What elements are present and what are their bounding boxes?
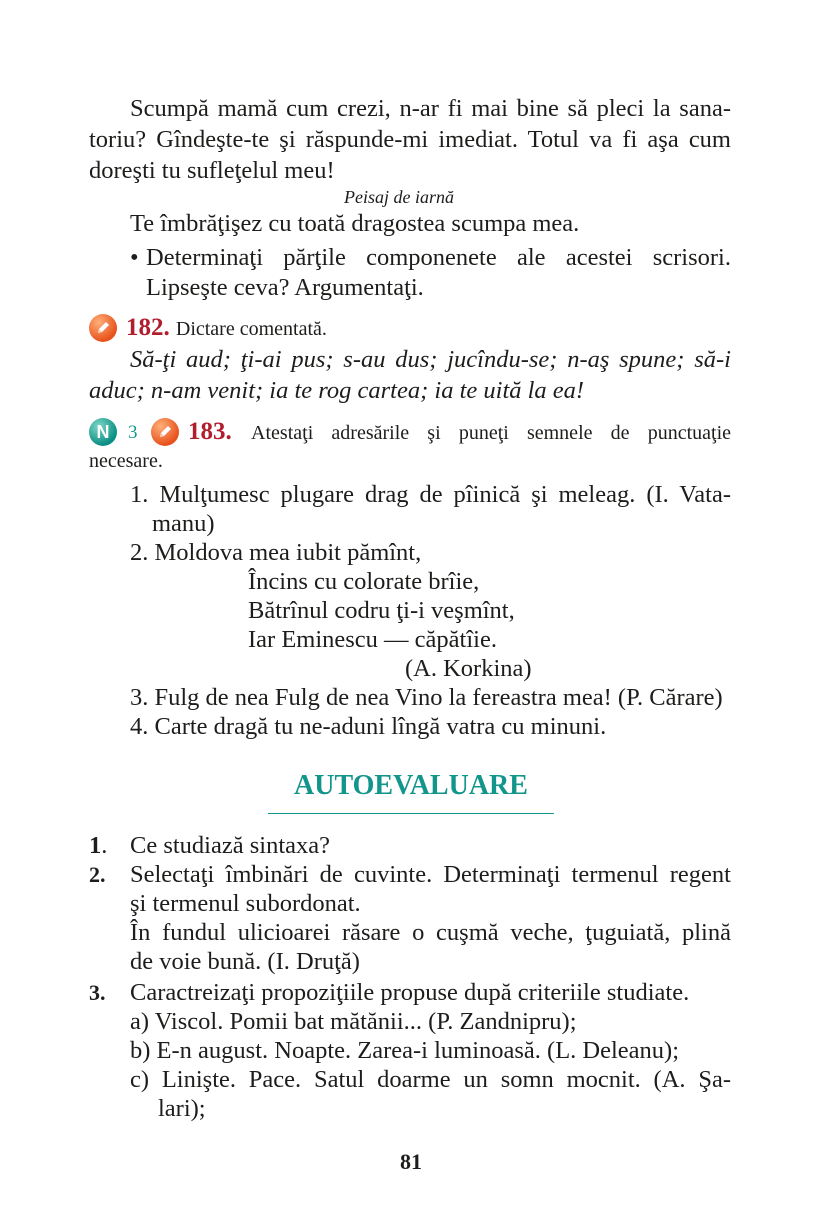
question-2-number: 2.: [89, 862, 106, 887]
question-3-item-c: c) Linişte. Pace. Satul doarme un somn mocnit. (A. Şa-: [130, 1066, 731, 1093]
letter-closing: Te îmbrăţişez cu toată dragostea scumpa mea.: [130, 210, 580, 237]
page-number: 81: [400, 1149, 422, 1174]
q-dot: .: [101, 832, 108, 859]
question-3-item-a: a) Viscol. Pomii bat mătănii... (P. Zandnipru);: [130, 1008, 577, 1035]
letter-signature: Peisaj de iarnă: [344, 187, 454, 207]
ex183-item-1: 1. Mulţumesc plugare drag de pîinică şi meleag. (I. Vata-: [130, 481, 731, 508]
question-1-text: Ce studiază sintaxa?: [130, 832, 331, 859]
task-line-1: Determinaţi părţile componenete ale acestei scrisori.: [146, 244, 731, 271]
exercise-title: Dictare comentată.: [175, 318, 327, 340]
question-3-item-b: b) E-n august. Noapte. Zarea-i luminoasă. (L. Deleanu);: [130, 1037, 680, 1064]
letter-line-1: Scumpă mamă cum crezi, n-ar fi mai bine să pleci la sana-: [130, 95, 731, 122]
exercise-number: 183.: [188, 418, 232, 445]
question-3-item-c-cont: lari);: [158, 1095, 206, 1122]
ex183-item-2: 2. Moldova mea iubit pămînt,: [130, 539, 422, 566]
exercise-title-cont: necesare.: [89, 450, 163, 472]
poem-line-3: Bătrînul codru ţi-i veşmînt,: [248, 597, 515, 624]
question-3-line-1: Caractreizaţi propoziţiile propuse după criteriile studiate.: [130, 979, 690, 1006]
exercise-182-header: [126, 313, 327, 344]
exercise-183-header: [188, 417, 731, 448]
ex182-line-1: Să-ţi aud; ţi-ai pus; s-au dus; jucîndu-se; n-aş spune; să-i: [130, 346, 731, 373]
question-1-number: [89, 831, 107, 861]
question-2-line-2: şi termenul subordonat.: [130, 890, 361, 917]
question-2-line-4: de voie bună. (I. Druţă): [130, 948, 360, 975]
ex183-item-1-cont: manu): [152, 510, 215, 537]
ex183-item-3: 3. Fulg de nea Fulg de nea Vino la fereastra mea! (P. Cărare): [130, 684, 723, 711]
question-2-line-3: În fundul ulicioarei răsare o cuşmă veche, ţuguiată, plină: [130, 919, 731, 946]
q-num: 1: [89, 832, 102, 859]
poem-author: (A. Korkina): [405, 655, 532, 682]
letter-line-3: doreşti tu sufleţelul meu!: [89, 157, 335, 184]
pencil-icon: [151, 418, 179, 446]
letter-line-2: toriu? Gîndeşte-te şi răspunde-mi imediat. Totul va fi aşa cum: [89, 126, 731, 153]
poem-line-2: Încins cu colorate brîie,: [248, 568, 480, 595]
task-line-2: Lipseşte ceva? Argumentaţi.: [146, 274, 424, 301]
poem-line-4: Iar Eminescu — căpătîie.: [248, 626, 497, 653]
question-2-line-1: Selectaţi îmbinări de cuvinte. Determinaţi termenul regent: [130, 861, 731, 888]
ex183-item-4: 4. Carte dragă tu ne-aduni lîngă vatra cu minuni.: [130, 713, 607, 740]
heading-underline: [268, 813, 554, 814]
section-heading: AUTOEVALUARE: [294, 770, 528, 801]
exercise-number: 182.: [126, 314, 170, 341]
ex182-line-2: aduc; n-am venit; ia te rog cartea; ia te uită la ea!: [89, 377, 585, 404]
n-level-badge: N: [89, 418, 117, 446]
pencil-icon: [89, 314, 117, 342]
exercise-title: Atestaţi adresările şi puneţi semnele de punctuaţie: [251, 422, 732, 444]
pencil-glyph-icon: [94, 319, 112, 337]
question-3-number: 3.: [89, 980, 106, 1005]
pencil-glyph-icon: [156, 423, 174, 441]
task-bullet: •: [130, 244, 139, 271]
level-number: 3: [128, 422, 138, 443]
